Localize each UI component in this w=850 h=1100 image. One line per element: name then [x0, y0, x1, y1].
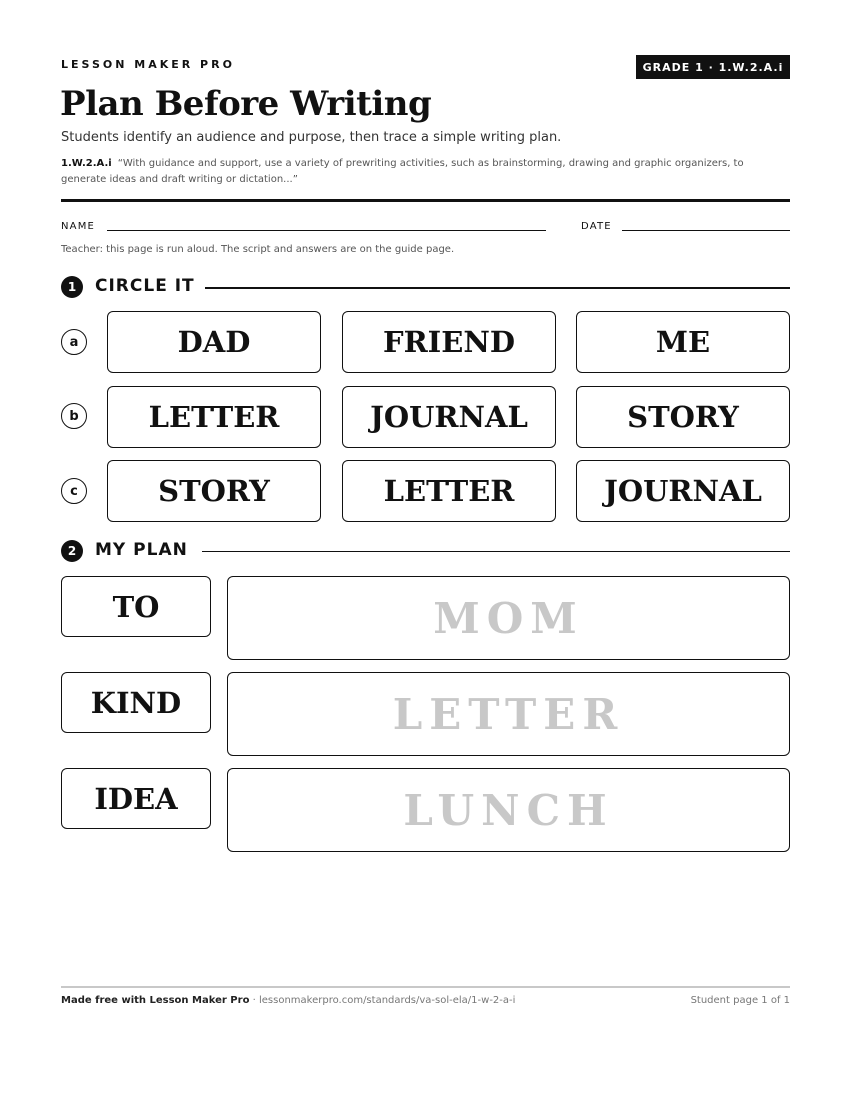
choice-c-1[interactable]: STORY — [107, 460, 321, 522]
page-title: Plan Before Writing — [60, 84, 432, 124]
footer-divider — [61, 986, 790, 988]
standard-description — [61, 156, 791, 188]
plan-label-to: TO — [61, 576, 211, 637]
date-line[interactable] — [622, 230, 790, 231]
section-number-badge: 1 — [61, 276, 83, 298]
teacher-note: Teacher: this page is run aloud. The script and answers are on the guide page. — [61, 244, 455, 255]
standard-text: “With guidance and support, use a variety of prewriting activities, such as brainstorming, drawing and graphic organizers, to generate ideas and draft writing or dictation...” — [61, 158, 744, 185]
page-subtitle: Students identify an audience and purpose, then trace a simple writing plan. — [61, 130, 562, 145]
name-line[interactable] — [107, 230, 546, 231]
section-title-my-plan: MY PLAN — [95, 540, 188, 560]
header-divider — [61, 199, 790, 202]
brand-name: LESSON MAKER PRO — [61, 58, 235, 71]
choice-b-1[interactable]: LETTER — [107, 386, 321, 448]
footer-made-with: Made free with Lesson Maker Pro — [61, 995, 250, 1006]
choice-c-2[interactable]: LETTER — [342, 460, 556, 522]
row-letter-b: b — [61, 403, 87, 429]
choice-c-3[interactable]: JOURNAL — [576, 460, 790, 522]
trace-box-kind[interactable]: LETTER — [227, 672, 790, 756]
date-label: DATE — [581, 221, 612, 232]
choice-b-2[interactable]: JOURNAL — [342, 386, 556, 448]
plan-label-kind: KIND — [61, 672, 211, 733]
section-number-badge: 2 — [61, 540, 83, 562]
choice-b-3[interactable]: STORY — [576, 386, 790, 448]
section-title-circle-it: CIRCLE IT — [95, 276, 195, 296]
footer-page-number: Student page 1 of 1 — [690, 995, 790, 1006]
choice-a-2[interactable]: FRIEND — [342, 311, 556, 373]
footer-url[interactable]: · lessonmakerpro.com/standards/va-sol-ela/1-w-2-a-i — [249, 995, 516, 1006]
standard-code: 1.W.2.A.i — [61, 158, 112, 169]
plan-label-idea: IDEA — [61, 768, 211, 829]
name-label: NAME — [61, 221, 96, 232]
choice-a-1[interactable]: DAD — [107, 311, 321, 373]
trace-box-idea[interactable]: LUNCH — [227, 768, 790, 852]
section-divider — [202, 551, 790, 552]
grade-badge: GRADE 1 · 1.W.2.A.i — [636, 55, 790, 79]
trace-box-to[interactable]: MOM — [227, 576, 790, 660]
section-divider — [205, 287, 790, 289]
footer-credit — [61, 995, 515, 1006]
row-letter-c: c — [61, 478, 87, 504]
row-letter-a: a — [61, 329, 87, 355]
choice-a-3[interactable]: ME — [576, 311, 790, 373]
